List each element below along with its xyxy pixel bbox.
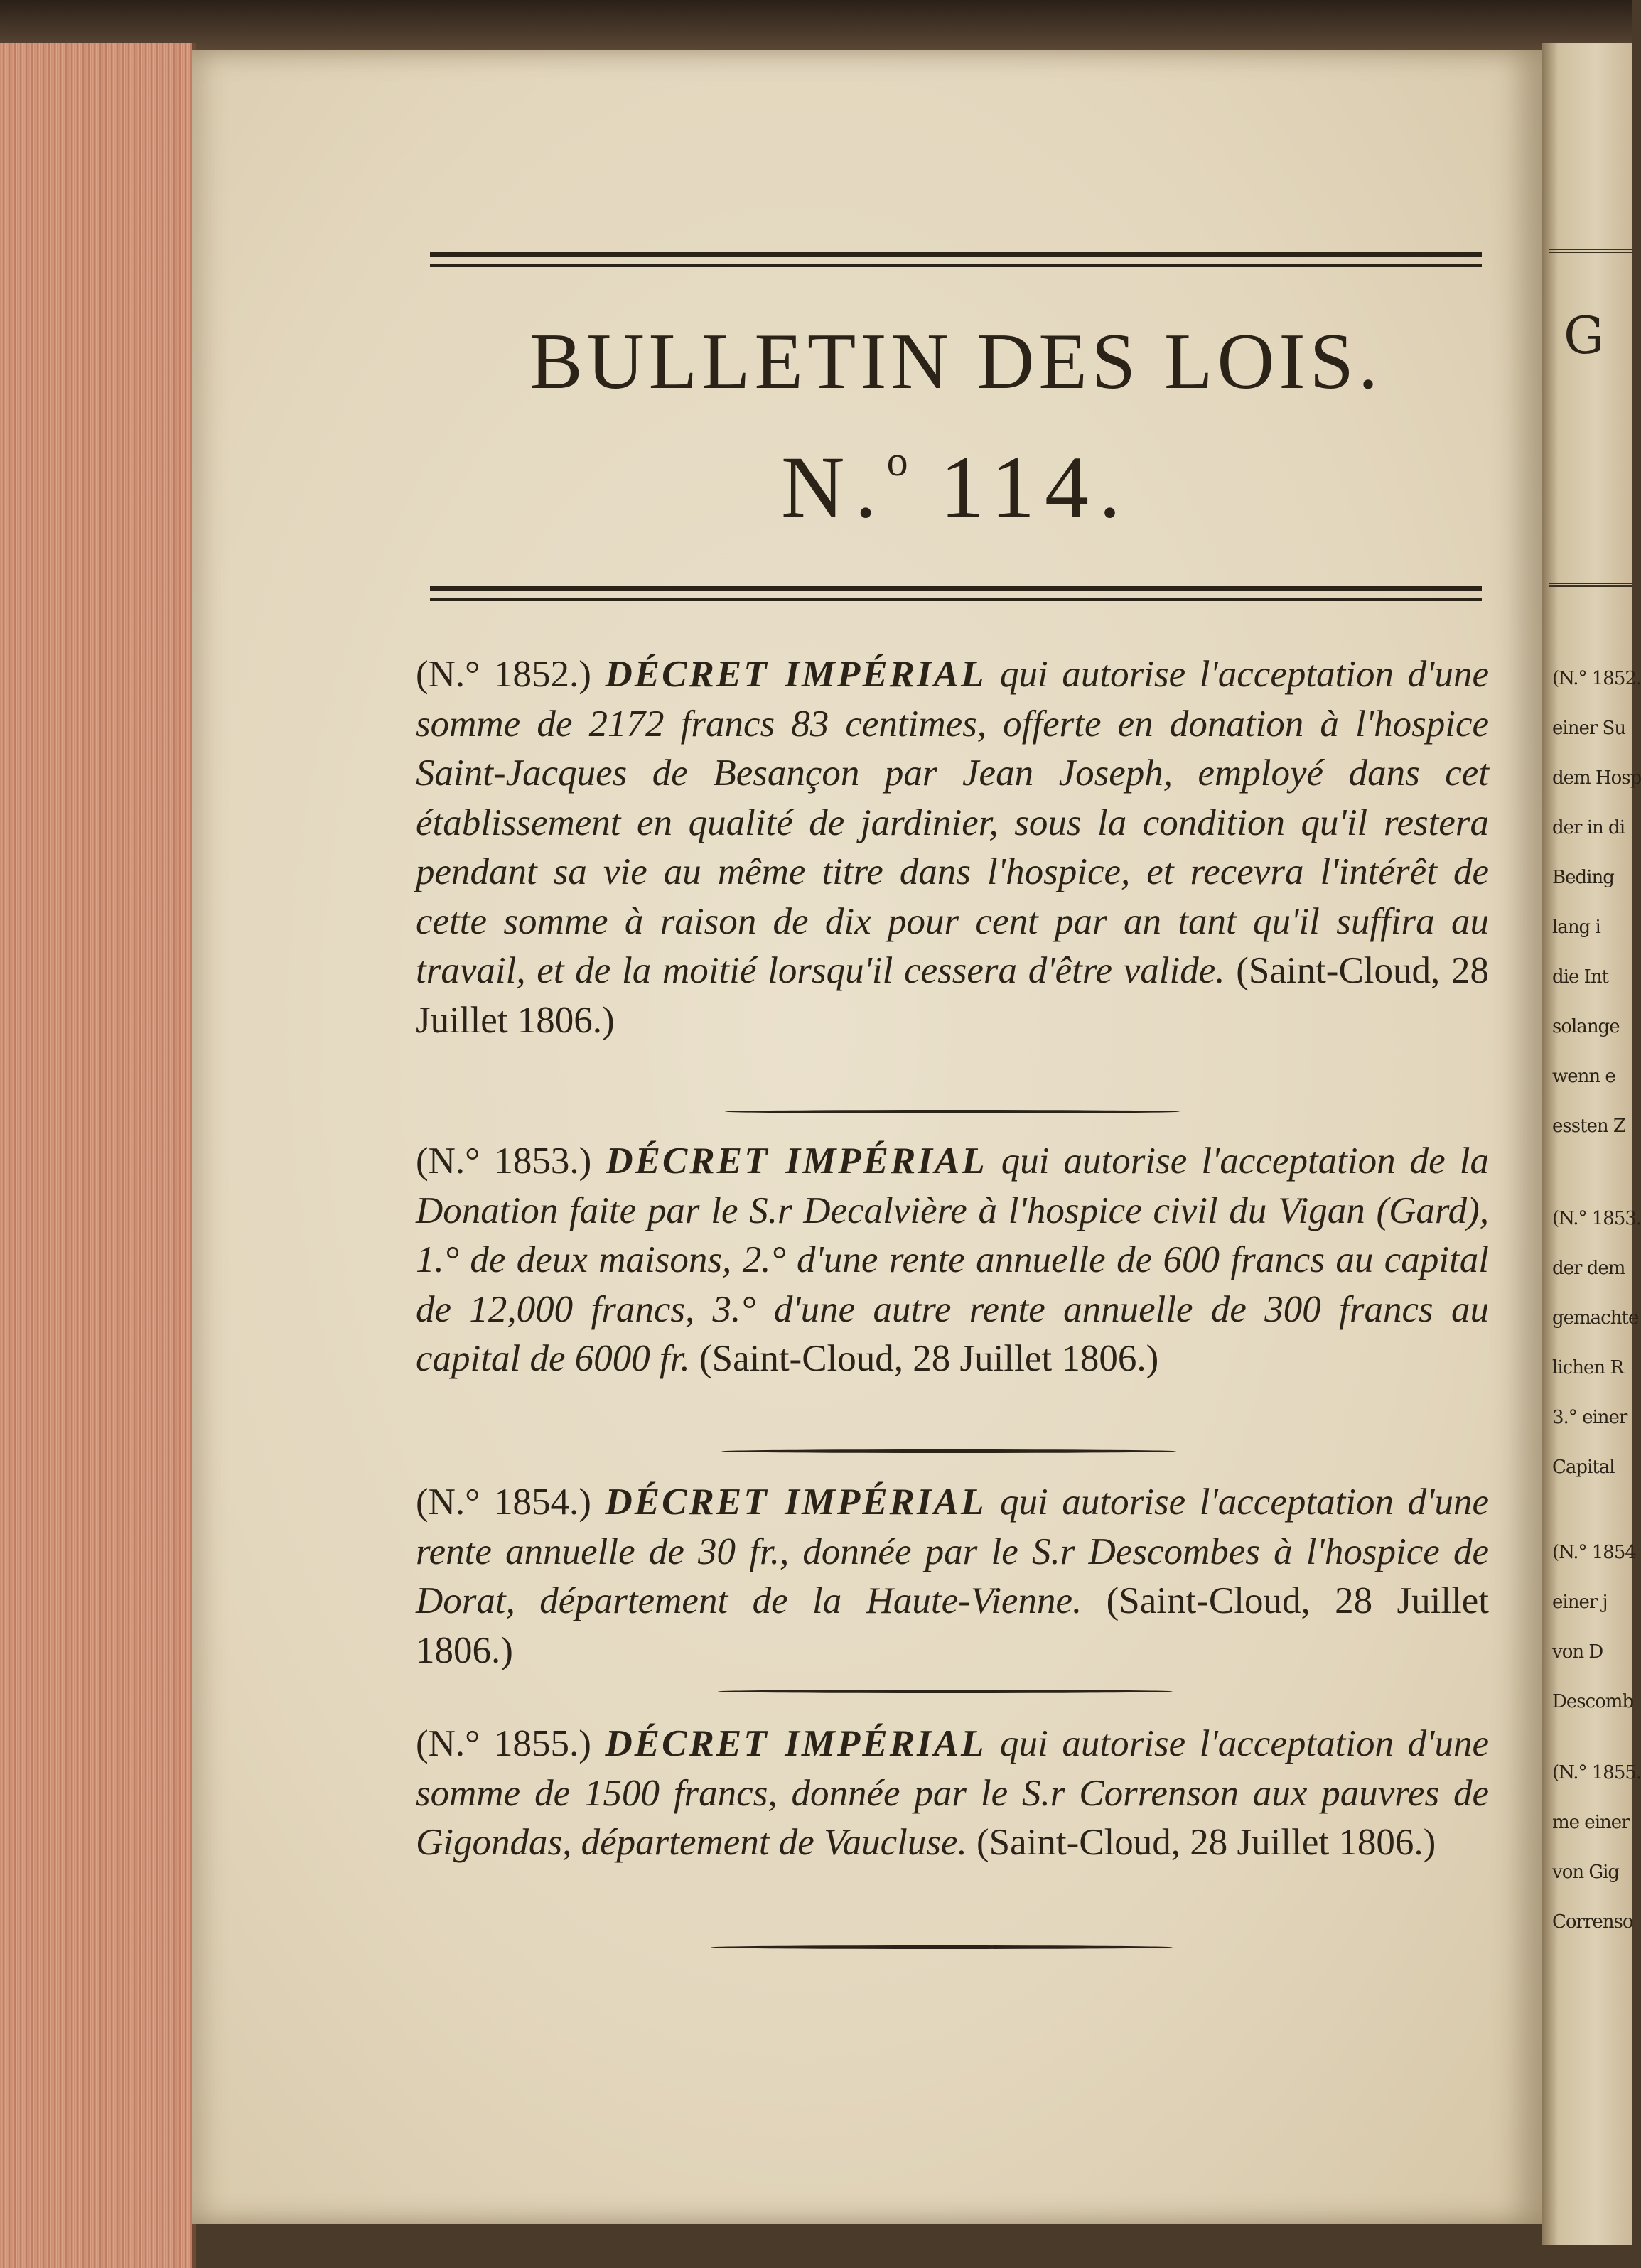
top-double-rule	[430, 252, 1482, 267]
entry-date: (Saint-Cloud, 28 Juillet 1806.)	[416, 950, 1489, 1041]
facing-fragment: Beding	[1552, 867, 1614, 888]
facing-fragment: Descomb	[1552, 1691, 1634, 1712]
entry-number: (N.° 1853.)	[416, 1140, 592, 1182]
facing-fragment: Capital	[1552, 1457, 1615, 1478]
facing-fragment: lichen R	[1552, 1357, 1623, 1378]
facing-fragment: der dem	[1552, 1258, 1625, 1279]
decree-label: DÉCRET IMPÉRIAL	[605, 1481, 986, 1523]
facing-fragment: solange	[1552, 1016, 1620, 1037]
facing-fragment: (N.° 1852.	[1552, 668, 1641, 689]
facing-fragment: einer Su	[1552, 718, 1626, 739]
entry-text: qui autorise l'acceptation d'une somme de 1500 francs, donnée par le S.r Correnson aux pauvres de Gigondas, département de Vaucluse.	[416, 1723, 1490, 1863]
facing-fragment: von D	[1552, 1641, 1603, 1663]
page-title: BULLETIN DES LOIS.	[529, 318, 1382, 406]
facing-fragment: (N.° 1855.	[1552, 1762, 1641, 1783]
number-prefix: N.	[781, 438, 887, 536]
book-page-edges	[0, 43, 196, 2268]
entry-number: (N.° 1855.)	[416, 1723, 591, 1764]
facing-fragment: essten Z	[1552, 1116, 1625, 1137]
decree-label: DÉCRET IMPÉRIAL	[606, 1140, 987, 1182]
decree-entry-1854	[416, 1478, 1489, 1675]
facing-fragment: (N.° 1854	[1552, 1542, 1636, 1563]
entry-number: (N.° 1854.)	[416, 1481, 591, 1523]
facing-fragment: von Gig	[1552, 1862, 1620, 1883]
entry-text: qui autorise l'acceptation d'une rente annuelle de 30 fr., donnée par le S.r Descombes à l'hospice de Dorat, département de la Haute-Vienne.	[416, 1481, 1490, 1621]
facing-fragment: die Int	[1552, 966, 1609, 988]
number-sup: o	[886, 438, 908, 485]
decree-label: DÉCRET IMPÉRIAL	[605, 1723, 986, 1764]
bulletin-number	[430, 437, 1482, 538]
facing-rule-top	[1549, 249, 1632, 253]
facing-fragment: Correnso	[1552, 1911, 1633, 1933]
facing-fragment: me einer	[1552, 1812, 1630, 1833]
decree-entry-1853	[416, 1137, 1489, 1384]
facing-fragment: einer j	[1552, 1592, 1608, 1613]
decree-label: DÉCRET IMPÉRIAL	[605, 654, 986, 695]
facing-fragment: dem Hosp	[1552, 767, 1641, 789]
facing-fragment: lang i	[1552, 917, 1600, 938]
separator-rule	[718, 1690, 1173, 1693]
facing-page	[1542, 43, 1641, 2245]
entry-number: (N.° 1852.)	[416, 654, 591, 695]
decree-entry-1855	[416, 1719, 1489, 1868]
book-top-edge	[0, 0, 1632, 50]
separator-rule	[721, 1449, 1176, 1453]
facing-fragment: (N.° 1853.	[1552, 1208, 1641, 1229]
entry-date: (Saint-Cloud, 28 Juillet 1806.)	[699, 1338, 1159, 1379]
entry-text: qui autorise l'acceptation d'une somme de 2172 francs 83 centimes, offerte en donation à l'hospice Saint-Jacques de Besançon par Jean Joseph, employé dans cet établissement en qualité de jardinier, sous la condition qu'il restera pendant sa vie au même titre dans l'hospice, et recevra l'intérêt de cette somme à raison de dix pour cent par an tant qu'il suffira au travail, et de la moitié lorsqu'il cessera d'être valide.	[416, 654, 1490, 991]
entry-date: (Saint-Cloud, 28 Juillet 1806.)	[976, 1822, 1436, 1863]
facing-fragment: 3.° einer	[1552, 1407, 1627, 1428]
entry-text: qui autorise l'acceptation de la Donation faite par le S.r Decalvière à l'hospice civil du Vigan (Gard), 1.° de deux maisons, 2.° d'une rente annuelle de 600 francs au capital de 12,000 francs, 3.° d'une autre rente annuelle de 300 francs au capital de 6000 fr.	[416, 1140, 1489, 1379]
entry-date: (Saint-Cloud, 28 Juillet 1806.)	[416, 1580, 1490, 1671]
separator-rule	[711, 1945, 1173, 1949]
decree-entry-1852	[416, 650, 1489, 1045]
facing-initial: G	[1564, 306, 1604, 365]
facing-fragment: der in di	[1552, 817, 1625, 838]
title-double-rule	[430, 586, 1482, 601]
number-value: 114.	[908, 438, 1131, 536]
facing-fragment: wenn e	[1552, 1066, 1615, 1087]
facing-fragment: gemachte	[1552, 1307, 1639, 1329]
separator-rule	[725, 1110, 1180, 1113]
facing-rule-bottom	[1549, 583, 1632, 587]
